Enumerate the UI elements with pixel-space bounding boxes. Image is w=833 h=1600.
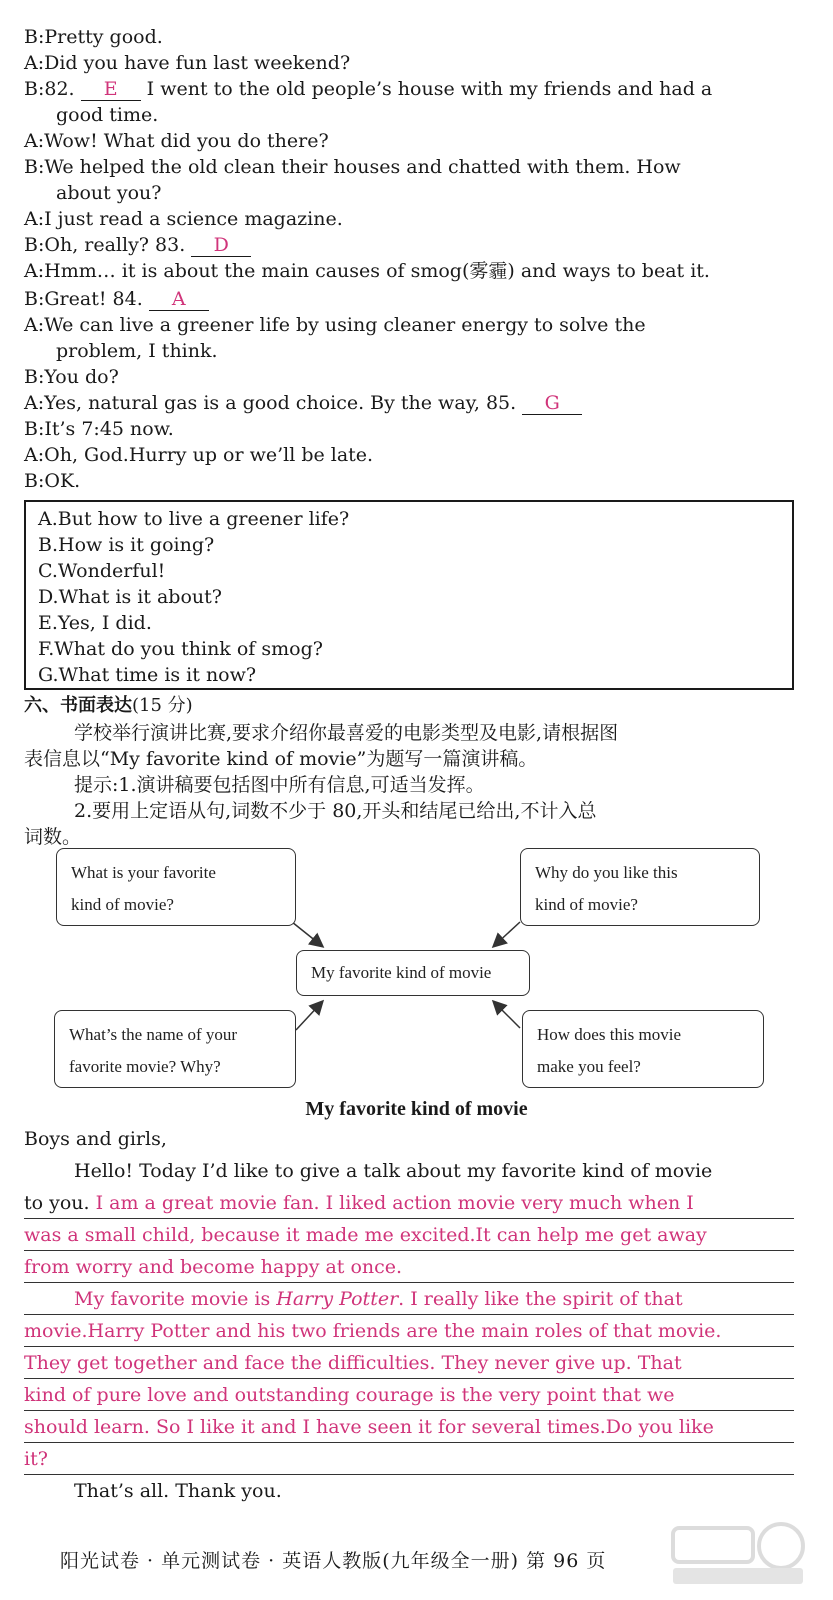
option-c: C.Wonderful! xyxy=(38,560,166,582)
instruction-line-3: 提示:1.演讲稿要包括图中所有信息,可适当发挥。 xyxy=(74,774,485,796)
dialogue-line xyxy=(24,286,803,312)
instruction-line-1: 学校举行演讲比赛,要求介绍你最喜爱的电影类型及电影,请根据图 xyxy=(74,722,619,744)
arrow-top-left xyxy=(292,922,322,946)
essay-line-7: kind of pure love and outstanding courage is the very point that we xyxy=(24,1380,794,1411)
dialogue-text: Yes, natural gas is a good choice. By the way, 85. xyxy=(44,392,523,414)
box-text: Why do you like this xyxy=(535,863,678,882)
essay-line-3: from worry and become happy at once. xyxy=(24,1252,794,1283)
dialogue-line xyxy=(24,76,803,102)
speaker-label: B: xyxy=(24,78,45,100)
dialogue-text: I just read a science magazine. xyxy=(44,208,343,230)
dialogue-line xyxy=(24,312,803,338)
dialogue-line xyxy=(24,50,803,76)
box-text: make you feel? xyxy=(537,1057,641,1076)
dialogue-text: problem, I think. xyxy=(56,340,218,362)
section-score: (15 分) xyxy=(132,695,193,716)
speaker-label: A: xyxy=(24,52,45,74)
essay-movie-title: Harry Potter xyxy=(276,1288,399,1310)
dialogue-text: Oh, God.Hurry up or we’ll be late. xyxy=(44,444,374,466)
diagram-box-center xyxy=(296,950,530,996)
dialogue-text: Pretty good. xyxy=(44,26,163,48)
box-text: kind of movie? xyxy=(535,895,638,914)
box-text: kind of movie? xyxy=(71,895,174,914)
option-e: E.Yes, I did. xyxy=(38,612,152,634)
dialogue-text: We helped the old clean their houses and chatted with them. How xyxy=(44,156,681,178)
dialogue-text: We can live a greener life by using cleaner energy to solve the xyxy=(44,314,646,336)
arrow-top-right xyxy=(494,922,520,946)
speaker-label: A: xyxy=(24,392,45,414)
watermark-logo xyxy=(663,1520,813,1590)
dialogue-line xyxy=(24,128,803,154)
answer-blank: G xyxy=(522,392,582,415)
instruction-line-5: 词数。 xyxy=(24,826,82,848)
option-f: F.What do you think of smog? xyxy=(38,638,323,660)
essay-intro-1: Hello! Today I’d like to give a talk about my favorite kind of movie xyxy=(74,1160,713,1182)
speaker-label: B: xyxy=(24,366,45,388)
dialogue-text: OK. xyxy=(44,470,81,492)
essay-greeting: Boys and girls, xyxy=(24,1128,167,1150)
essay-closing: That’s all. Thank you. xyxy=(74,1480,282,1502)
dialogue-text: Did you have fun last weekend? xyxy=(44,52,351,74)
options-box xyxy=(24,500,794,690)
option-g: G.What time is it now? xyxy=(38,664,257,686)
essay-p2-start: My favorite movie is xyxy=(74,1288,277,1310)
diagram-box-top-left xyxy=(56,848,296,926)
dialogue-text: 82. xyxy=(44,78,81,100)
dialogue-line xyxy=(24,206,803,232)
box-text: My favorite kind of movie xyxy=(311,963,492,982)
diagram-box-top-right xyxy=(520,848,760,926)
dialogue-text: Wow! What did you do there? xyxy=(44,130,329,152)
dialogue-line xyxy=(24,232,803,258)
dialogue-text: Hmm… it is about the main causes of smog(雾霾) and ways to beat it. xyxy=(44,260,710,282)
diagram-box-bottom-right xyxy=(522,1010,764,1088)
section-heading xyxy=(24,694,193,718)
essay-title: My favorite kind of movie xyxy=(305,1098,528,1120)
dialogue-text: I went to the old people’s house with my friends and had a xyxy=(140,78,713,100)
option-b: B.How is it going? xyxy=(38,534,215,556)
dialogue-line xyxy=(24,258,803,284)
answer-blank: D xyxy=(191,234,251,257)
speaker-label: A: xyxy=(24,208,45,230)
dialogue-line xyxy=(24,338,803,364)
dialogue-text: Oh, really? 83. xyxy=(44,234,192,256)
essay-line-9: it? xyxy=(24,1444,794,1475)
speaker-label: A: xyxy=(24,260,45,282)
dialogue-text: You do? xyxy=(44,366,119,388)
dialogue-text: Great! 84. xyxy=(44,288,149,310)
speaker-label: B: xyxy=(24,418,45,440)
speaker-label: B: xyxy=(24,156,45,178)
page-footer: 阳光试卷 · 单元测试卷 · 英语人教版(九年级全一册) 第 96 页 xyxy=(60,1550,607,1572)
speaker-label: A: xyxy=(24,130,45,152)
arrow-bottom-left xyxy=(296,1002,322,1030)
essay-answer-text: I am a great movie fan. I liked action movie very much when I xyxy=(95,1192,694,1214)
essay-line-1 xyxy=(24,1188,794,1219)
dialogue-line xyxy=(24,180,803,206)
option-a: A.But how to live a greener life? xyxy=(38,508,350,530)
answer-blank: E xyxy=(81,78,141,101)
answer-blank: A xyxy=(149,288,209,311)
speaker-label: A: xyxy=(24,444,45,466)
essay-line-8: should learn. So I like it and I have seen it for several times.Do you like xyxy=(24,1412,794,1443)
essay-intro-2: to you. xyxy=(24,1192,96,1214)
box-text: What is your favorite xyxy=(71,863,216,882)
box-text: How does this movie xyxy=(537,1025,682,1044)
box-text: favorite movie? Why? xyxy=(69,1057,221,1076)
diagram-box-bottom-left xyxy=(54,1010,296,1088)
dialogue-line xyxy=(24,102,803,128)
dialogue-line xyxy=(24,416,803,442)
option-d: D.What is it about? xyxy=(38,586,222,608)
dialogue-text: good time. xyxy=(56,104,159,126)
essay-line-6: They get together and face the difficulties. They never give up. That xyxy=(24,1348,794,1379)
essay-p2-rest: . I really like the spirit of that xyxy=(398,1288,683,1310)
speaker-label: A: xyxy=(24,314,45,336)
arrow-bottom-right xyxy=(494,1002,520,1028)
essay-line-2: was a small child, because it made me excited.It can help me get away xyxy=(24,1220,794,1251)
dialogue-text: It’s 7:45 now. xyxy=(44,418,174,440)
dialogue-line xyxy=(24,364,803,390)
dialogue-line xyxy=(24,154,803,180)
dialogue-line xyxy=(24,390,803,416)
dialogue-line xyxy=(24,442,803,468)
speaker-label: B: xyxy=(24,234,45,256)
dialogue-line xyxy=(24,24,803,50)
speaker-label: B: xyxy=(24,26,45,48)
essay-line-4 xyxy=(24,1284,794,1315)
speaker-label: B: xyxy=(24,470,45,492)
speaker-label: B: xyxy=(24,288,45,310)
dialogue-line xyxy=(24,468,803,494)
essay-line-5: movie.Harry Potter and his two friends are the main roles of that movie. xyxy=(24,1316,794,1347)
section-title: 六、书面表达 xyxy=(24,695,132,716)
box-text: What’s the name of your xyxy=(69,1025,238,1044)
instruction-line-2: 表信息以“My favorite kind of movie”为题写一篇演讲稿。 xyxy=(24,748,538,770)
dialogue-text: about you? xyxy=(56,182,162,204)
instruction-line-4: 2.要用上定语从句,词数不少于 80,开头和结尾已给出,不计入总 xyxy=(74,800,597,822)
